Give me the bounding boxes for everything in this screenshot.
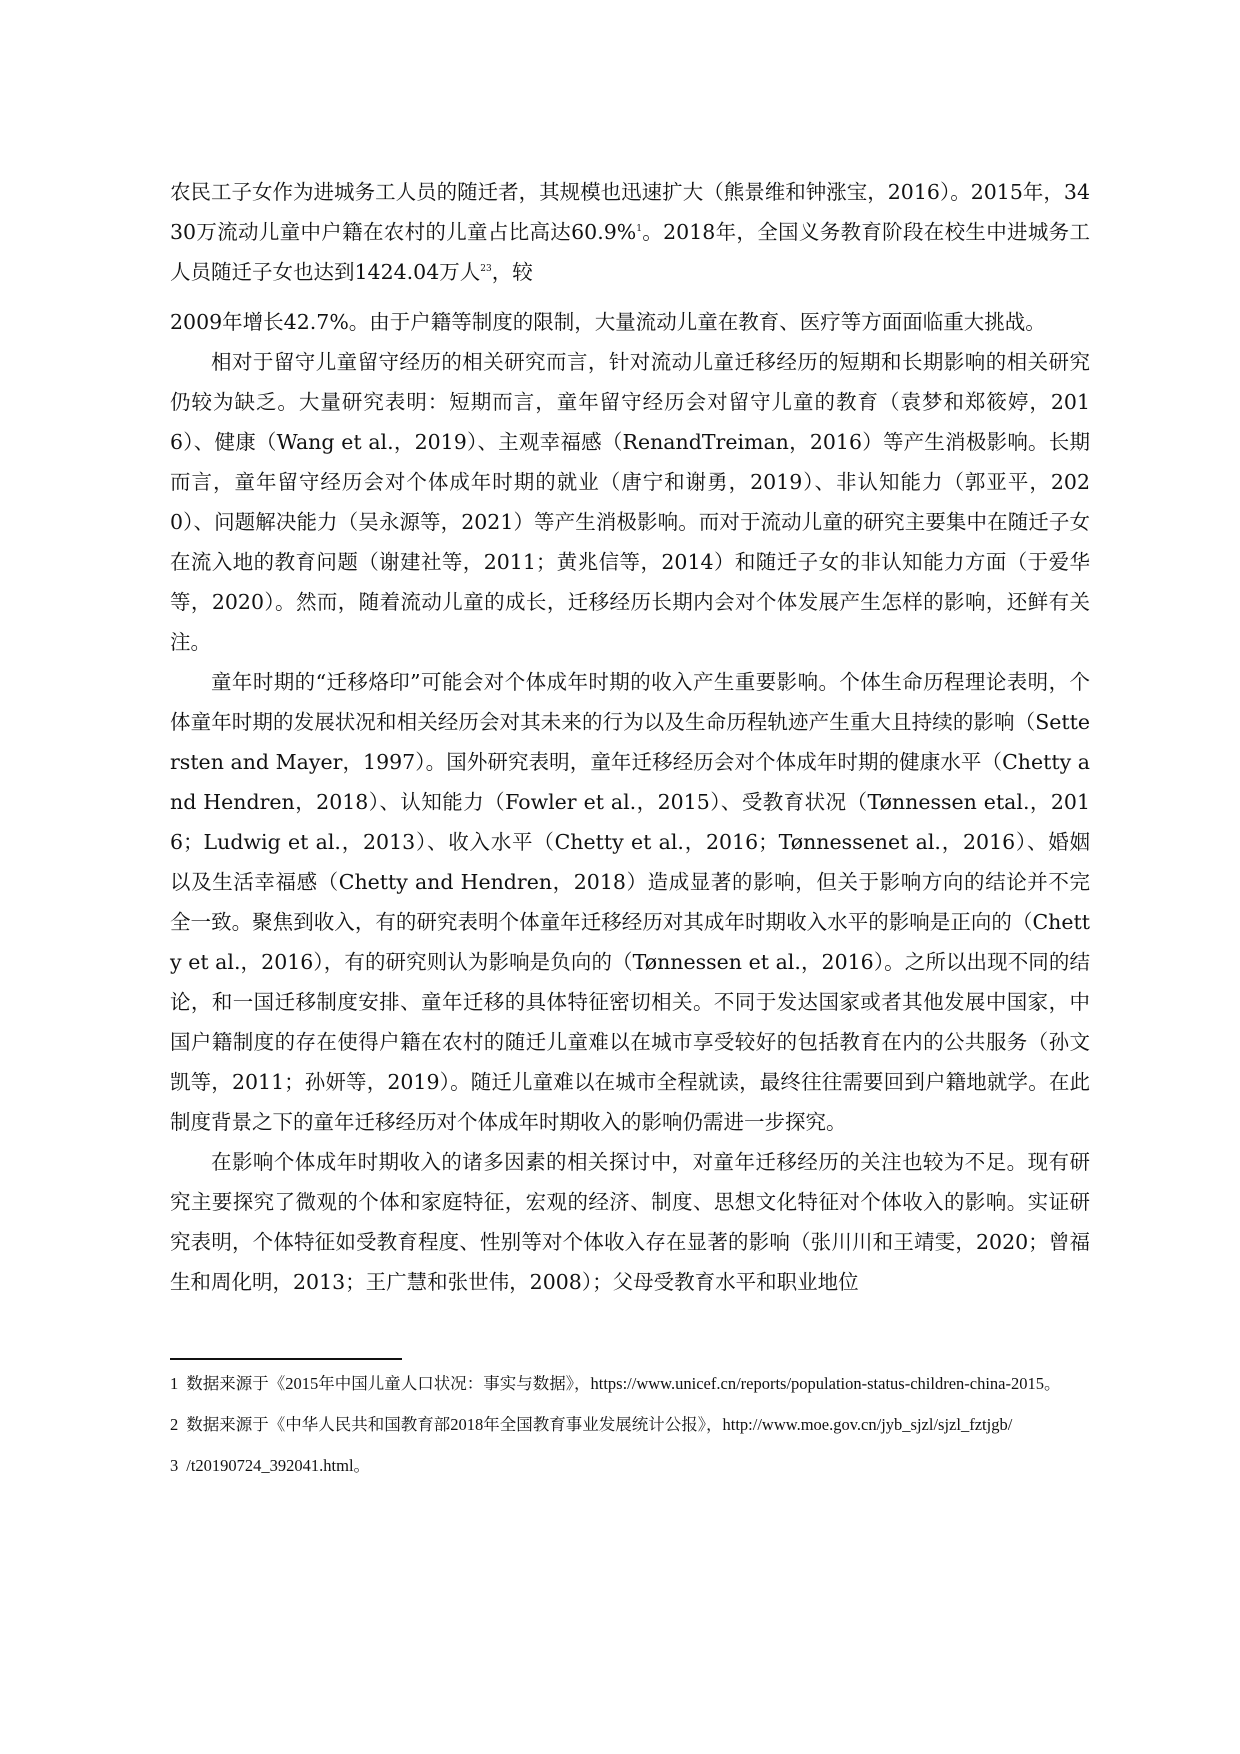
paragraph-1-text-a: 农民工子女作为进城务工人员的随迁者，其规模也迅速扩大（熊景维和钟涨宝，2016）。2015年，3430万流动儿童中户籍在农村的儿童占比高达60.9%: [170, 180, 1090, 244]
paragraph-2: 2009年增长42.7%。由于户籍等制度的限制，大量流动儿童在教育、医疗等方面面临重大挑战。: [170, 310, 1046, 334]
footnote-number: 1: [170, 1374, 179, 1393]
paragraph-1-text-b: 。2018年，全国义务教育阶段在校生中进城务工人员随迁子女也达到1424.04万人: [170, 220, 1091, 284]
footnote-3: [170, 1452, 1090, 1479]
footnote-text: 数据来源于《2015年中国儿童人口状况：事实与数据》，https://www.unicef.cn/reports/population-status-children-china-2015。: [186, 1374, 1061, 1393]
footnote-1: [170, 1370, 1090, 1397]
paragraph-4: 童年时期的“迁移烙印”可能会对个体成年时期的收入产生重要影响。个体生命历程理论表明，个体童年时期的发展状况和相关经历会对其未来的行为以及生命历程轨迹产生重大且持续的影响（Settersten and Mayer，1997）。国外研究表明，童年迁移经历会对个体成年时期的健康水平（Chetty and Hendren，2018）、认知能力（Fowler et al.，2015）、受教育状况（Tønnessen etal.，2016；Ludwig et al.，2013）、收入水平（Chetty et al.，2016；Tønnessenet al.，2016）、婚姻以及生活幸福感（Chetty and Hendren，2018）造成显著的影响，但关于影响方向的结论并不完全一致。聚焦到收入，有的研究表明个体童年迁移经历对其成年时期收入水平的影响是正向的（Chetty et al.，2016），有的研究则认为影响是负向的（Tønnessen et al.，2016）。之所以出现不同的结论，和一国迁移制度安排、童年迁移的具体特征密切相关。不同于发达国家或者其他发展中国家，中国户籍制度的存在使得户籍在农村的随迁儿童难以在城市享受较好的包括教育在内的公共服务（孙文凯等，2011；孙妍等，2019）。随迁儿童难以在城市全程就读，最终往往需要回到户籍地就学。在此制度背景之下的童年迁移经历对个体成年时期收入的影响仍需进一步探究。: [170, 670, 1090, 1134]
footnote-2: [170, 1411, 1090, 1438]
footnote-number: 3: [170, 1456, 179, 1475]
paragraph-1: [170, 172, 1090, 292]
footnote-ref-1[interactable]: 1: [636, 224, 642, 235]
paragraph-1-text-c: ，较: [491, 260, 533, 284]
footnote-ref-2-3[interactable]: 23: [480, 264, 492, 275]
footnote-number: 2: [170, 1415, 179, 1434]
paragraph-3: 相对于留守儿童留守经历的相关研究而言，针对流动儿童迁移经历的短期和长期影响的相关研究仍较为缺乏。大量研究表明：短期而言，童年留守经历会对留守儿童的教育（袁梦和郑筱婷，2016）、健康（Wang et al.，2019）、主观幸福感（RenandTreiman，2016）等产生消极影响。长期而言，童年留守经历会对个体成年时期的就业（唐宁和谢勇，2019）、非认知能力（郭亚平，2020）、问题解决能力（吴永源等，2021）等产生消极影响。而对于流动儿童的研究主要集中在随迁子女在流入地的教育问题（谢建社等，2011；黄兆信等，2014）和随迁子女的非认知能力方面（于爱华等，2020）。然而，随着流动儿童的成长，迁移经历长期内会对个体发展产生怎样的影响，还鲜有关注。: [170, 350, 1090, 654]
footnote-text: 数据来源于《中华人民共和国教育部2018年全国教育事业发展统计公报》，http://www.moe.gov.cn/jyb_sjzl/sjzl_fztjgb/: [186, 1415, 1013, 1434]
footnote-separator: [170, 1358, 402, 1360]
paragraph-5: 在影响个体成年时期收入的诸多因素的相关探讨中，对童年迁移经历的关注也较为不足。现有研究主要探究了微观的个体和家庭特征，宏观的经济、制度、思想文化特征对个体收入的影响。实证研究表明，个体特征如受教育程度、性别等对个体收入存在显著的影响（张川川和王靖雯，2020；曾福生和周化明，2013；王广慧和张世伟，2008）；父母受教育水平和职业地位: [170, 1150, 1090, 1294]
footnotes: [170, 1370, 1090, 1493]
footnote-text: /t20190724_392041.html。: [186, 1456, 371, 1475]
document-body: [170, 172, 1090, 1302]
